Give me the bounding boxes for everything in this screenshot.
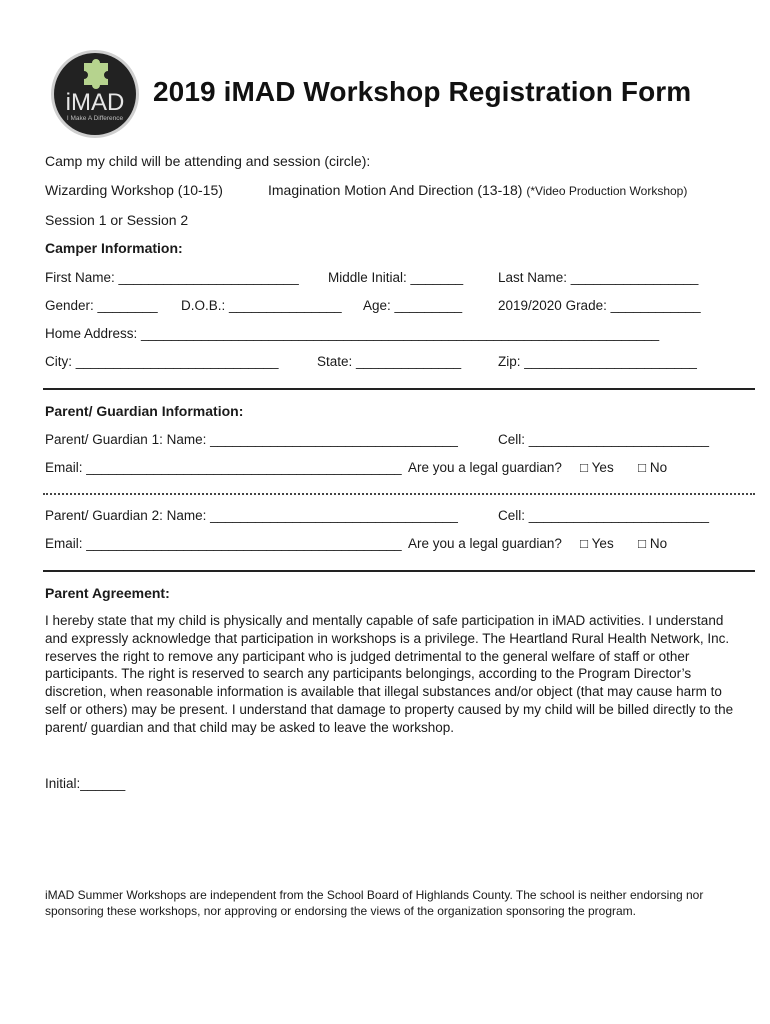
- guardian1-name-field[interactable]: Parent/ Guardian 1: Name: _________________________________: [45, 432, 458, 447]
- age-field[interactable]: Age: _________: [363, 298, 463, 313]
- camper-heading: Camper Information:: [45, 240, 183, 256]
- state-field[interactable]: State: ______________: [317, 354, 462, 369]
- zip-field[interactable]: Zip: _______________________: [498, 354, 697, 369]
- logo-tagline: I Make A Difference: [66, 115, 124, 122]
- camp-option-imagination: Imagination Motion And Direction (13-18) (*Video Production Workshop): [268, 182, 688, 198]
- section-divider: [43, 570, 755, 572]
- guardian-divider: [43, 493, 755, 495]
- city-field[interactable]: City: ___________________________: [45, 354, 279, 369]
- parent-heading: Parent/ Guardian Information:: [45, 403, 244, 419]
- logo-wordmark: iMAD: [65, 89, 125, 116]
- home-address-field[interactable]: Home Address: _____________________________________________________________________: [45, 326, 660, 341]
- disclaimer-text: iMAD Summer Workshops are independent from the School Board of Highlands County. The school is neither endorsing nor sponsoring these workshops, nor approving or endorsing the views of the organization sponsoring the program.: [45, 888, 704, 918]
- guardian2-legal-question: Are you a legal guardian?: [408, 536, 562, 551]
- agreement-heading: Parent Agreement:: [45, 585, 170, 601]
- gender-field[interactable]: Gender: ________: [45, 298, 158, 313]
- guardian2-cell-field[interactable]: Cell: ________________________: [498, 508, 709, 523]
- session-choice: Session 1 or Session 2: [45, 212, 189, 228]
- checkbox-icon[interactable]: □: [580, 536, 589, 551]
- page-title: 2019 iMAD Workshop Registration Form: [153, 76, 692, 107]
- camp-option-wizarding: Wizarding Workshop (10-15): [45, 182, 223, 198]
- guardian1-yes-option[interactable]: □ Yes: [580, 460, 614, 475]
- camp-option-note: (*Video Production Workshop): [526, 184, 688, 198]
- initial-field[interactable]: Initial:______: [45, 776, 126, 791]
- middle-initial-field[interactable]: Middle Initial: _______: [328, 270, 464, 285]
- guardian1-legal-question: Are you a legal guardian?: [408, 460, 562, 475]
- guardian2-name-field[interactable]: Parent/ Guardian 2: Name: _________________________________: [45, 508, 458, 523]
- first-name-field[interactable]: First Name: ________________________: [45, 270, 299, 285]
- guardian1-cell-field[interactable]: Cell: ________________________: [498, 432, 709, 447]
- grade-field[interactable]: 2019/2020 Grade: ____________: [498, 298, 701, 313]
- section-divider: [43, 388, 755, 390]
- dob-field[interactable]: D.O.B.: _______________: [181, 298, 342, 313]
- checkbox-icon[interactable]: □: [638, 536, 647, 551]
- guardian2-email-field[interactable]: Email: __________________________________________: [45, 536, 402, 551]
- last-name-field[interactable]: Last Name: _________________: [498, 270, 699, 285]
- camp-prompt: Camp my child will be attending and session (circle):: [45, 153, 371, 169]
- guardian2-no-option[interactable]: □ No: [638, 536, 668, 551]
- guardian1-no-option[interactable]: □ No: [638, 460, 668, 475]
- guardian1-email-field[interactable]: Email: __________________________________________: [45, 460, 402, 475]
- checkbox-icon[interactable]: □: [580, 460, 589, 475]
- agreement-text: I hereby state that my child is physically and mentally capable of safe participation in iMAD activities. I understand and expressly acknowledge that participation in workshops is a privilege. The Heartland Rural Health Network, Inc. reserves the right to remove any participant who is judged detrimental to the general welfare of staff or other participants. The right is reserved to search any participants belongings, according to the Program Director’s discretion, when reasonable information is available that illegal substances and/or object (that may cause harm to self or others) may be present. I understand that damage to property caused by my child will be billed directly to the parent/ guardian and that child may be asked to leave the workshop.: [45, 613, 734, 735]
- imad-logo: [50, 49, 140, 139]
- guardian2-yes-option[interactable]: □ Yes: [580, 536, 614, 551]
- checkbox-icon[interactable]: □: [638, 460, 647, 475]
